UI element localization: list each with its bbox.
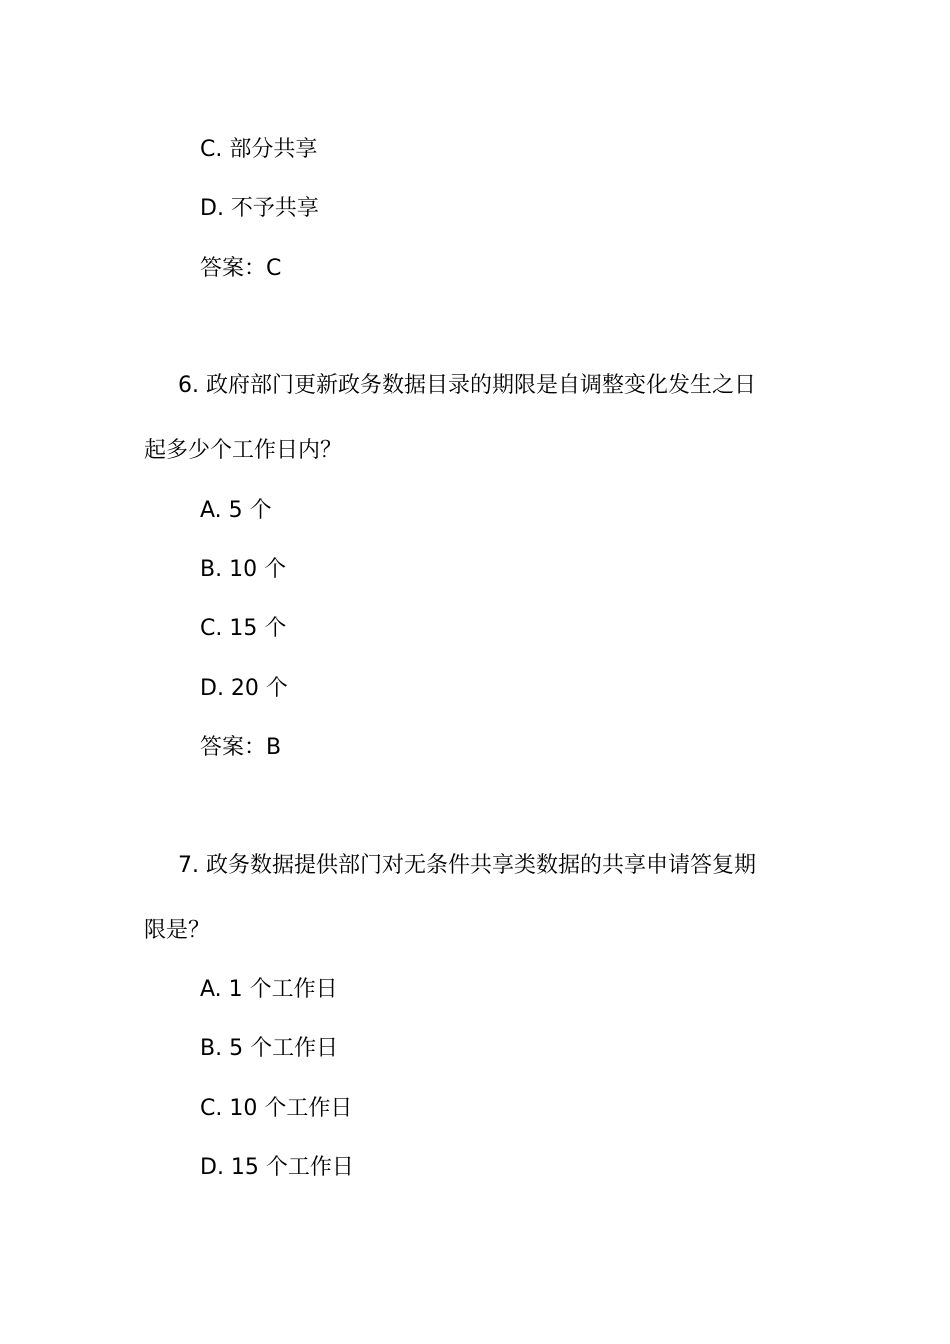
q7-option-d: D. 15 个工作日 (200, 1155, 354, 1180)
q6-option-b: B. 10 个 (200, 557, 287, 582)
q7-option-a: A. 1 个工作日 (200, 977, 338, 1002)
q5-option-d: D. 不予共享 (200, 196, 319, 221)
q6-question-line2: 起多少个工作日内？ (144, 438, 343, 463)
q6-option-a: A. 5 个 (200, 498, 272, 523)
q7-question-line1: 7. 政务数据提供部门对无条件共享类数据的共享申请答复期 (178, 853, 756, 878)
q5-option-c: C. 部分共享 (200, 137, 318, 162)
q6-question-line1: 6. 政府部门更新政务数据目录的期限是自调整变化发生之日 (178, 373, 756, 398)
q7-option-b: B. 5 个工作日 (200, 1036, 339, 1061)
q7-question-line2: 限是？ (144, 918, 211, 943)
q6-answer: 答案：B (200, 735, 282, 760)
q5-answer: 答案：C (200, 256, 282, 281)
q7-option-c: C. 10 个工作日 (200, 1096, 353, 1121)
q6-option-c: C. 15 个 (200, 616, 287, 641)
q6-option-d: D. 20 个 (200, 676, 288, 701)
